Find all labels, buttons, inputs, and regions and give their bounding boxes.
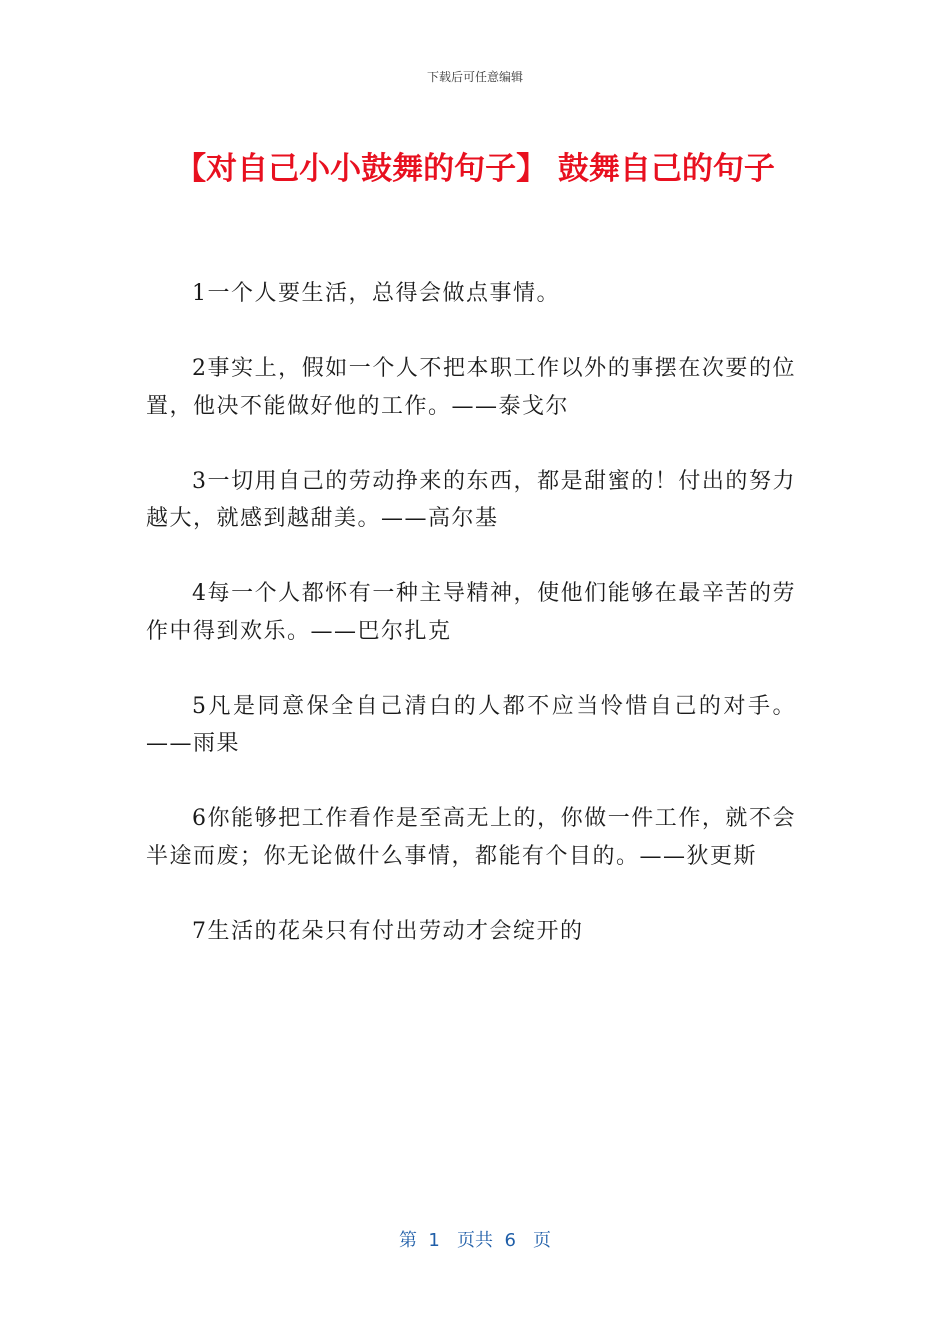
paragraph-2: 2事实上，假如一个人不把本职工作以外的事摆在次要的位置，他决不能做好他的工作。——泰戈尔: [146, 356, 796, 419]
paragraph-4: 4每一个人都怀有一种主导精神，使他们能够在最辛苦的劳作中得到欢乐。——巴尔扎克: [146, 581, 796, 644]
paragraph-6: 6你能够把工作看作是至高无上的，你做一件工作，就不会半途而废；你无论做什么事情，都能有个目的。——狄更斯: [146, 806, 796, 869]
paragraph-3: 3一切用自己的劳动挣来的东西，都是甜蜜的！付出的努力越大，就感到越甜美。——高尔基: [146, 468, 796, 531]
page-number-footer: 第 1 页共 6 页: [398, 1230, 552, 1251]
document-body: [146, 275, 796, 950]
paragraph-1: 1一个人要生活，总得会做点事情。: [192, 281, 560, 306]
document-title: 【对自己小小鼓舞的句子】 鼓舞自己的句子: [175, 151, 775, 187]
paragraph-5: 5凡是同意保全自己清白的人都不应当怜惜自己的对手。——雨果: [146, 693, 796, 756]
header-note: 下载后可任意编辑: [426, 70, 523, 84]
paragraph-7: 7生活的花朵只有付出劳动才会绽开的: [192, 918, 584, 944]
